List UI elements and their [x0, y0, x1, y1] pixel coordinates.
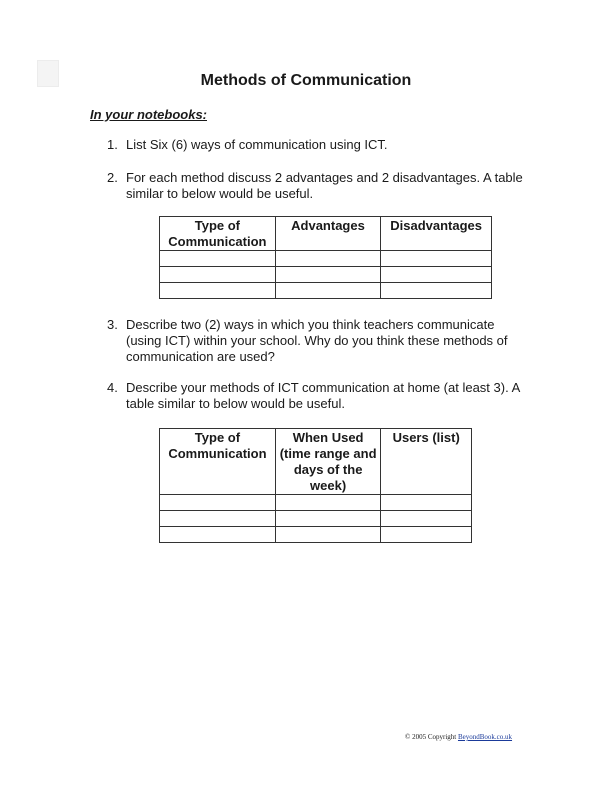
table-cell: [275, 283, 381, 299]
item-number: 1.: [107, 137, 118, 152]
table-cell: [275, 527, 381, 543]
item-text: List Six (6) ways of communication using ICT.: [126, 137, 388, 152]
table-header: Advantages: [275, 217, 381, 251]
list-item: [107, 137, 527, 153]
page-title: Methods of Communication: [200, 72, 412, 89]
table-cell: [381, 527, 472, 543]
table-row: [160, 267, 492, 283]
table-cell: [160, 283, 276, 299]
item-number: 2.: [107, 170, 118, 185]
advantages-table: [159, 216, 492, 299]
table-row: [160, 283, 492, 299]
item-text: Describe your methods of ICT communication at home (at least 3). A table similar to below would be useful.: [126, 380, 520, 411]
table-header: Type of Communication: [160, 429, 276, 495]
copyright-text: © 2005 Copyright: [405, 733, 458, 741]
table-row: [160, 527, 472, 543]
list-item: [107, 170, 527, 202]
item-text: Describe two (2) ways in which you think teachers communicate (using ICT) within your school. Why do you think these methods of communication are used?: [126, 317, 508, 364]
table-header: Users (list): [381, 429, 472, 495]
table-cell: [160, 495, 276, 511]
table-row: [160, 511, 472, 527]
table-cell: [381, 251, 492, 267]
item-text: For each method discuss 2 advantages and 2 disadvantages. A table similar to below would be useful.: [126, 170, 523, 201]
table-cell: [381, 283, 492, 299]
table-cell: [381, 511, 472, 527]
item-number: 4.: [107, 380, 118, 395]
table-cell: [160, 267, 276, 283]
table-cell: [275, 495, 381, 511]
site-link[interactable]: BeyondBook.co.uk: [457, 733, 513, 741]
table-cell: [275, 267, 381, 283]
subheading: In your notebooks:: [90, 107, 207, 122]
table-header: Type of Communication: [160, 217, 276, 251]
table-cell: [160, 527, 276, 543]
table-cell: [275, 251, 381, 267]
list-item: [107, 380, 527, 412]
table-cell: [381, 495, 472, 511]
table-cell: [160, 511, 276, 527]
table-row: [160, 495, 472, 511]
table-row: [160, 251, 492, 267]
home-communication-table: [159, 428, 472, 543]
table-cell: [275, 511, 381, 527]
item-number: 3.: [107, 317, 118, 332]
table-cell: [160, 251, 276, 267]
table-cell: [381, 267, 492, 283]
list-item: [107, 317, 527, 365]
table-header: Disadvantages: [381, 217, 492, 251]
footer-copyright: [405, 733, 512, 741]
table-header: When Used (time range and days of the week): [275, 429, 381, 495]
